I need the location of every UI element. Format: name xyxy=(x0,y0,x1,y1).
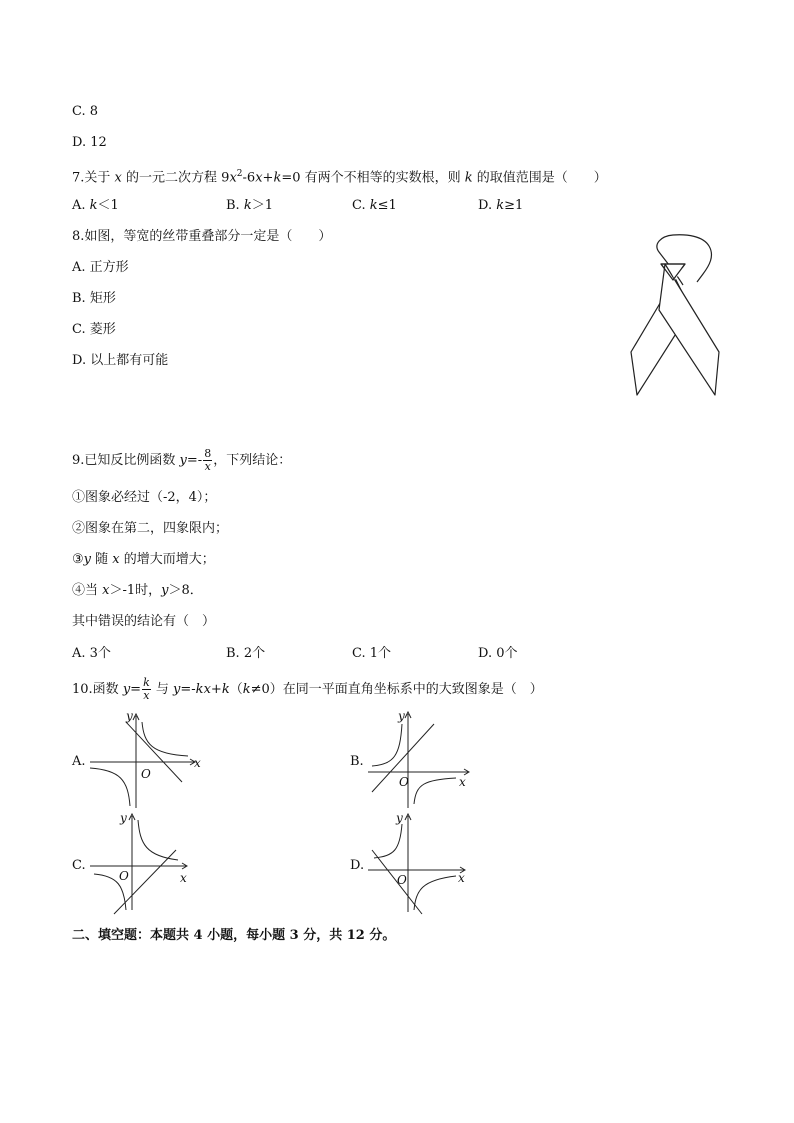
q6-option-d: D. 12 xyxy=(72,135,107,150)
q8-option-c: C. 菱形 xyxy=(72,322,116,337)
q9-claim-2: ②图象在第二，四象限内； xyxy=(72,521,229,536)
q7-option-d: D. k≥1 xyxy=(478,198,524,213)
q10-graph-b-label: B. xyxy=(350,754,364,769)
q9-option-c: C. 1个 xyxy=(352,646,392,661)
axis-y-label: y xyxy=(398,709,405,723)
q7-option-c: C. k≤1 xyxy=(352,198,397,213)
q7-stem: 7.关于 x 的一元二次方程 $9x^2-6x+k=0$ 有两个不相等的实数根，则 k 的取值范围是（ ） xyxy=(72,169,607,186)
q10-graph-c-label: C. xyxy=(72,858,86,873)
origin-label: O xyxy=(397,873,407,887)
q9-claim-1: ①图象必经过（-2，4）； xyxy=(72,490,217,505)
origin-label: O xyxy=(119,869,129,883)
q10-graph-b xyxy=(364,710,484,810)
q10-stem: 10.函数 y= $\frac{k}{x}$ 与 y=-kx+k（k≠0）在同一平面直角坐标系中的大致图象是（ ） xyxy=(72,676,543,702)
q9-claim-4: ④当 x＞-1时，y＞8． xyxy=(72,583,203,598)
q8-stem: 8.如图，等宽的丝带重叠部分一定是（ ） xyxy=(72,229,332,244)
q10-graph-a xyxy=(86,710,206,810)
q7-option-b: B. k＞1 xyxy=(226,198,273,213)
q9-option-b: B. 2个 xyxy=(226,646,266,661)
q8-option-b: B. 矩形 xyxy=(72,291,116,306)
q10-fraction: $\frac{k}{x}$ xyxy=(143,676,150,702)
section-2-heading: 二、填空题：本题共 4 小题，每小题 3 分，共 12 分。 xyxy=(72,928,396,943)
q7-option-a: A. k＜1 xyxy=(72,198,119,213)
axis-y-label: y xyxy=(120,811,127,825)
q10-graph-d xyxy=(364,810,484,914)
q10-graph-c xyxy=(86,810,206,914)
axis-x-label: x xyxy=(180,871,187,885)
q9-fraction: $\frac{8}{x}$ xyxy=(204,447,212,473)
q9-ask: 其中错误的结论有（ ） xyxy=(72,614,216,629)
q9-claim-3: ③y 随 x 的增大而增大； xyxy=(72,552,215,567)
axis-x-label: x xyxy=(194,756,201,770)
q8-option-a: A. 正方形 xyxy=(72,260,129,275)
origin-label: O xyxy=(141,767,151,781)
q8-option-d: D. 以上都有可能 xyxy=(72,353,169,368)
axis-x-label: x xyxy=(459,775,466,789)
q9-option-a: A. 3个 xyxy=(72,646,111,661)
axis-y-label: y xyxy=(396,811,403,825)
q9-stem: 9.已知反比例函数 y=- $\frac{8}{x}$ ，下列结论： xyxy=(72,447,292,473)
ribbon-figure xyxy=(625,230,725,400)
q10-graph-a-label: A. xyxy=(72,754,86,769)
origin-label: O xyxy=(399,775,409,789)
q10-graph-d-label: D. xyxy=(350,858,365,873)
q9-option-d: D. 0个 xyxy=(478,646,518,661)
axis-y-label: y xyxy=(126,709,133,723)
q6-option-c: C. 8 xyxy=(72,104,99,119)
axis-x-label: x xyxy=(458,871,465,885)
